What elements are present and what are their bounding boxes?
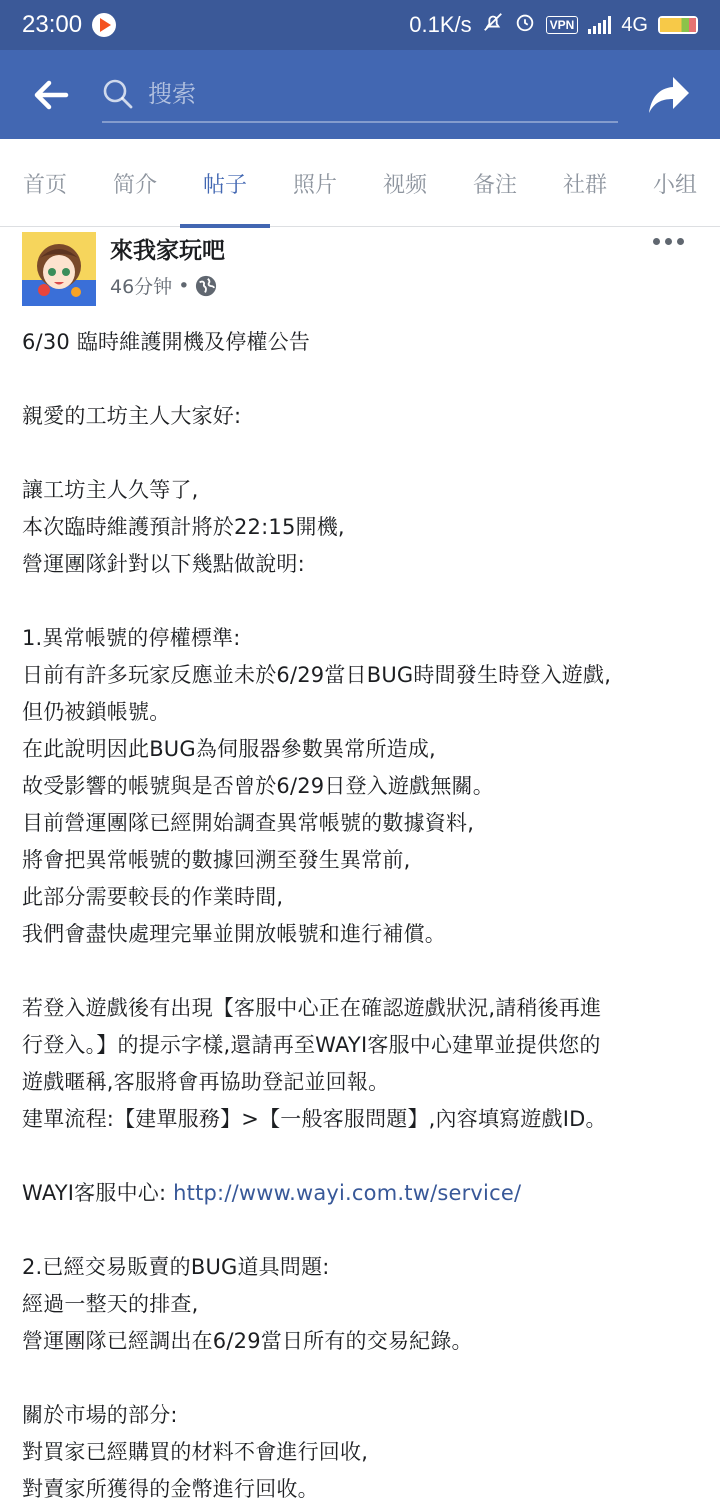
tab-photos[interactable]: 照片 (292, 172, 337, 198)
tab-about[interactable]: 简介 (112, 172, 157, 198)
tab-community[interactable]: 社群 (562, 172, 607, 198)
post-text-line: 營運團隊已經調出在6/29當日所有的交易紀錄。 (22, 1329, 473, 1353)
tab-home[interactable]: 首页 (22, 172, 67, 198)
network-type: 4G (621, 13, 648, 36)
battery-icon (658, 16, 698, 34)
status-time: 23:00 (22, 11, 83, 38)
post-text-line: 讓工坊主人久等了, (22, 478, 199, 502)
alarm-icon (514, 11, 536, 39)
post-text-line: 但仍被鎖帳號。 (22, 700, 171, 724)
avatar-character-image (22, 232, 96, 306)
post-text-line: 本次臨時維護預計將於22:15開機, (22, 515, 345, 539)
page-name[interactable]: 來我家玩吧 (110, 238, 225, 264)
tab-videos[interactable]: 视频 (382, 172, 427, 198)
post-text-line: 遊戲暱稱,客服將會再協助登記並回報。 (22, 1070, 390, 1094)
meta-separator: • (178, 274, 190, 297)
post-greeting-line: 親愛的工坊主人大家好: (22, 404, 242, 428)
post-text-line: 對買家已經購買的材料不會進行回收, (22, 1440, 369, 1464)
vpn-badge: VPN (546, 16, 579, 34)
signal-icon (588, 16, 611, 34)
post-text-line: 對賣家所獲得的金幣進行回收。 (22, 1477, 319, 1501)
post (0, 228, 720, 1501)
notifications-muted-icon (482, 11, 504, 39)
post-text-line: 營運團隊針對以下幾點做說明: (22, 552, 305, 576)
post-text-line: 行登入。】的提示字樣,還請再至WAYI客服中心建單並提供您的 (22, 1033, 601, 1057)
post-header (0, 228, 720, 324)
tab-posts[interactable]: 帖子 (180, 139, 270, 227)
service-label: WAYI客服中心: (22, 1181, 167, 1205)
post-meta (110, 272, 217, 299)
more-options-button[interactable] (649, 234, 688, 249)
post-text-line: 2.已經交易販賣的BUG道具問題: (22, 1255, 330, 1279)
search-icon (102, 78, 134, 110)
post-text-line: 經過一整天的排查, (22, 1292, 199, 1316)
share-arrow-icon (647, 75, 691, 115)
share-button[interactable] (642, 68, 696, 122)
post-text-line: 我們會盡快處理完畢並開放帳號和進行補償。 (22, 922, 446, 946)
status-indicators (409, 11, 698, 39)
avatar[interactable] (22, 232, 96, 306)
post-text-line: 關於市場的部分: (22, 1403, 178, 1427)
search-header (0, 50, 720, 139)
post-text-line: 在此說明因此BUG為伺服器參數異常所造成, (22, 737, 436, 761)
post-title-line: 6/30 臨時維護開機及停權公告 (22, 330, 311, 354)
more-dots-icon (653, 238, 660, 245)
service-link[interactable]: http://www.wayi.com.tw/service/ (173, 1181, 522, 1205)
arrow-left-icon (34, 80, 68, 110)
search-box[interactable] (102, 67, 618, 123)
post-text-line: 1.異常帳號的停權標準: (22, 626, 241, 650)
globe-icon (195, 275, 217, 297)
post-text-line: 將會把異常帳號的數據回溯至發生異常前, (22, 848, 411, 872)
post-text-line: 故受影響的帳號與是否曾於6/29日登入遊戲無關。 (22, 774, 494, 798)
service-line (22, 1175, 698, 1212)
post-text-line: 目前營運團隊已經開始調查異常帳號的數據資料, (22, 811, 475, 835)
back-button[interactable] (24, 68, 78, 122)
search-input[interactable] (148, 69, 618, 119)
tab-groups[interactable]: 小组 (652, 172, 697, 198)
post-text-line: 建單流程:【建單服務】>【一般客服問題】,內容填寫遊戲ID。 (22, 1107, 607, 1131)
post-text-line: 日前有許多玩家反應並未於6/29當日BUG時間發生時登入遊戲, (22, 663, 612, 687)
page-tabs (0, 139, 720, 227)
post-time[interactable]: 46分钟 (110, 276, 173, 298)
play-app-icon (92, 13, 116, 37)
post-body (0, 324, 720, 1508)
tab-notes[interactable]: 备注 (472, 172, 517, 198)
network-speed: 0.1K/s (409, 12, 472, 37)
post-text-line: 若登入遊戲後有出現【客服中心正在確認遊戲狀況,請稍後再進 (22, 996, 602, 1020)
post-text-line: 此部分需要較長的作業時間, (22, 885, 284, 909)
status-bar (0, 0, 720, 50)
